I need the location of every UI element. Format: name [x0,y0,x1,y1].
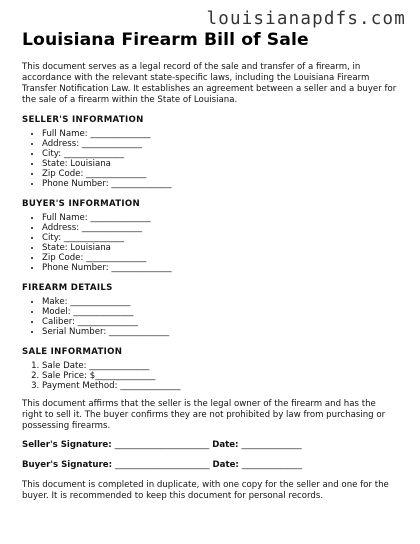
buyer-city: • City: ______________ [42,233,398,243]
document-title: Louisiana Firearm Bill of Sale [22,30,309,50]
seller-zip-code: • Zip Code: ______________ [42,169,398,179]
site-brand: louisianapdfs.com [206,9,406,29]
buyer-full-name: • Full Name: ______________ [42,213,398,223]
buyer-signature-blank: ______________________ [115,460,210,470]
buyer-section-heading: BUYER'S INFORMATION [22,199,141,209]
seller-date-label: Date: [212,440,239,450]
seller-phone-number: • Phone Number: ______________ [42,179,398,189]
seller-signature-label: Seller's Signature: [22,440,112,450]
seller-signature-blank: ______________________ [114,440,210,450]
sale-section-heading: SALE INFORMATION [22,347,123,357]
firearm-serial-number: • Serial Number: ______________ [42,327,398,337]
firearm-make: • Make: ______________ [42,297,398,307]
seller-signature-line [22,440,398,450]
seller-info-list [22,129,398,189]
buyer-phone-number: • Phone Number: ______________ [42,263,398,273]
buyer-info-list [22,213,398,273]
closing-paragraph: This document is completed in duplicate, with one copy for the seller and one for the buyer. It is recommended to keep this document for personal records. [22,480,389,501]
buyer-date-label: Date: [212,460,239,470]
document-page [22,30,398,502]
sale-price: 2. Sale Price: $______________ [42,371,398,381]
seller-section-heading: SELLER'S INFORMATION [22,115,144,125]
firearm-details-list [22,297,398,337]
buyer-state: • State: Louisiana [42,243,398,253]
seller-date-blank: ______________ [241,440,302,450]
affirmation-paragraph: This document affirms that the seller is the legal owner of the firearm and has the right to sell it. The buyer confirms they are not prohibited by law from purchasing or possessing firearms. [22,399,386,431]
seller-city: • City: ______________ [42,149,398,159]
seller-address: • Address: ______________ [42,139,398,149]
firearm-model: • Model: ______________ [42,307,398,317]
firearm-caliber: • Caliber: ______________ [42,317,398,327]
seller-state: • State: Louisiana [42,159,398,169]
buyer-signature-line [22,460,398,470]
buyer-signature-label: Buyer's Signature: [22,460,113,470]
seller-full-name: • Full Name: ______________ [42,129,398,139]
payment-method: 3. Payment Method: ______________ [42,381,398,391]
buyer-zip-code: • Zip Code: ______________ [42,253,398,263]
intro-paragraph: This document serves as a legal record of the sale and transfer of a firearm, in accordance with the relevant state-specific laws, including the Louisiana Firearm Transfer Notification Law. It establishes an agreement between a seller and a buyer for the sale of a firearm within the State of Louisiana. [22,62,397,105]
buyer-date-blank: ______________ [241,460,303,470]
firearm-section-heading: FIREARM DETAILS [22,283,113,293]
buyer-address: • Address: ______________ [42,223,398,233]
sale-info-list [22,361,398,391]
sale-date: 1. Sale Date: ______________ [42,361,398,371]
